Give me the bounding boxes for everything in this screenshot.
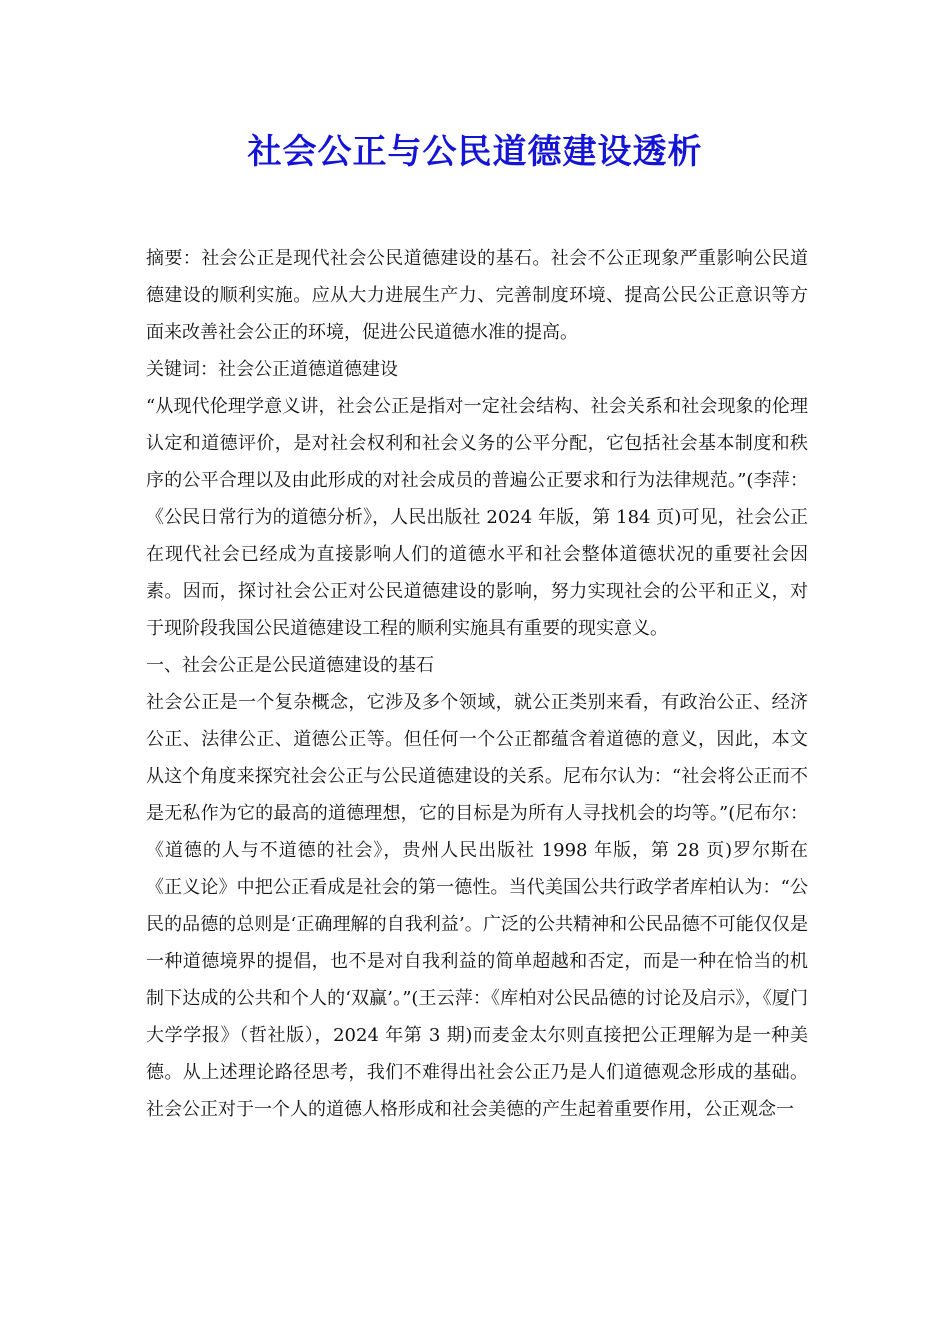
section-paragraph: 社会公正是一个复杂概念，它涉及多个领域，就公正类别来看，有政治公正、经济公正、法律公正、道德公正等。但任何一个公正都蕴含着道德的意义，因此，本文从这个角度来探究社会公正与公民道德建设的关系。尼布尔认为：“社会将公正而不是无私作为它的最高的道德理想，它的目标是为所有人寻找机会的均等。”(尼布尔：《道德的人与不道德的社会》，贵州人民出版社 1998 年版，第 28 页)罗尔斯在《正义论》中把公正看成是社会的第一德性。当代美国公共行政学者库柏认为：“公民的品德的总则是‘正确理解的自我利益’。广泛的公共精神和公民品德不可能仅仅是一种道德境界的提倡，也不是对自我利益的简单超越和否定，而是一种在恰当的机制下达成的公共和个人的‘双赢’。”(王云萍：《库柏对公民品德的讨论及启示》，《厦门大学学报》（哲社版），2024 年第 3 期)而麦金太尔则直接把公正理解为是一种美德。从上述理论路径思考，我们不难得出社会公正乃是人们道德观念形成的基础。社会公正对于一个人的道德人格形成和社会美德的产生起着重要作用，公正观念一 xyxy=(146,692,808,1120)
document-body xyxy=(146,240,808,1128)
abstract-paragraph: 摘要：社会公正是现代社会公民道德建设的基石。社会不公正现象严重影响公民道德建设的顺利实施。应从大力进展生产力、完善制度环境、提高公民公正意识等方面来改善社会公正的环境，促进公民道德水准的提高。 xyxy=(146,248,808,343)
keywords-paragraph: 关键词：社会公正道德道德建设 xyxy=(146,359,398,380)
document-title: 社会公正与公民道德建设透析 xyxy=(247,132,703,172)
section-heading: 一、社会公正是公民道德建设的基石 xyxy=(146,655,434,676)
intro-paragraph: “从现代伦理学意义讲，社会公正是指对一定社会结构、社会关系和社会现象的伦理认定和道德评价，是对社会权利和社会义务的公平分配，它包括社会基本制度和秩序的公平合理以及由此形成的对社会成员的普遍公正要求和行为法律规范。”(李萍：《公民日常行为的道德分析》，人民出版社 2024 年版，第 184 页)可见，社会公正在现代社会已经成为直接影响人们的道德水平和社会整体道德状况的重要社会因素。因而，探讨社会公正对公民道德建设的影响，努力实现社会的公平和正义，对于现阶段我国公民道德建设工程的顺利实施具有重要的现实意义。 xyxy=(146,396,808,639)
